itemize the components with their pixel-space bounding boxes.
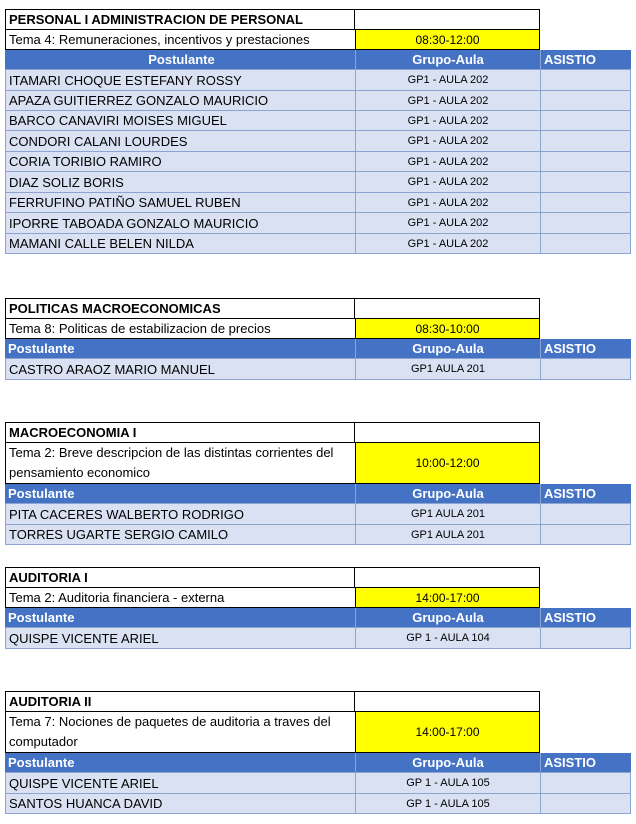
table-row (5, 152, 631, 172)
section-title-row (5, 567, 631, 588)
time-slot: 14:00-17:00 (355, 588, 540, 608)
grupo-aula: GP1 - AULA 202 (355, 70, 540, 90)
section-auditoria-1 (5, 567, 631, 649)
postulante-name: CORIA TORIBIO RAMIRO (5, 152, 355, 171)
asistio-cell[interactable] (540, 359, 631, 379)
section-title: PERSONAL I ADMINISTRACION DE PERSONAL (5, 9, 355, 30)
grupo-aula: GP1 AULA 201 (355, 504, 540, 524)
header-asistio: ASISTIO (540, 484, 631, 503)
tema-row (5, 588, 631, 608)
title-empty-cell (355, 422, 540, 443)
postulante-name: DIAZ SOLIZ BORIS (5, 172, 355, 192)
table-row (5, 359, 631, 380)
asistio-cell[interactable] (540, 504, 631, 524)
grupo-aula: GP 1 - AULA 104 (355, 628, 540, 648)
asistio-cell[interactable] (540, 131, 631, 151)
table-row (5, 525, 631, 545)
postulante-name: SANTOS HUANCA DAVID (5, 794, 355, 813)
header-asistio: ASISTIO (540, 50, 631, 69)
postulante-name: FERRUFINO PATIÑO SAMUEL RUBEN (5, 193, 355, 212)
header-asistio: ASISTIO (540, 608, 631, 627)
grupo-aula: GP 1 - AULA 105 (355, 794, 540, 813)
grupo-aula: GP1 AULA 201 (355, 525, 540, 544)
postulante-name: MAMANI CALLE BELEN NILDA (5, 234, 355, 253)
grupo-aula: GP1 - AULA 202 (355, 234, 540, 253)
time-slot: 14:00-17:00 (355, 712, 540, 753)
tema-text: Tema 7: Nociones de paquetes de auditoria a traves del computador (5, 712, 355, 753)
asistio-cell[interactable] (540, 234, 631, 253)
postulante-name: IPORRE TABOADA GONZALO MAURICIO (5, 213, 355, 233)
asistio-cell[interactable] (540, 172, 631, 192)
postulante-name: CONDORI CALANI LOURDES (5, 131, 355, 151)
tema-text: Tema 8: Politicas de estabilizacion de precios (5, 319, 355, 339)
title-empty-cell (355, 567, 540, 588)
grupo-aula: GP1 - AULA 202 (355, 213, 540, 233)
table-row (5, 213, 631, 234)
postulante-name: QUISPE VICENTE ARIEL (5, 773, 355, 793)
header-postulante: Postulante (8, 610, 75, 625)
table-row (5, 773, 631, 794)
grupo-aula: GP1 - AULA 202 (355, 111, 540, 130)
header-grupo-aula: Grupo-Aula (355, 608, 540, 627)
postulante-name: APAZA GUITIERREZ GONZALO MAURICIO (5, 91, 355, 110)
header-asistio: ASISTIO (540, 339, 631, 358)
grupo-aula: GP1 - AULA 202 (355, 193, 540, 212)
title-empty-cell (355, 298, 540, 319)
header-postulante: Postulante (8, 341, 75, 356)
header-grupo-aula: Grupo-Aula (355, 753, 540, 772)
section-title-row (5, 298, 631, 319)
postulante-name: CASTRO ARAOZ MARIO MANUEL (5, 359, 355, 379)
table-row (5, 794, 631, 814)
postulante-name: TORRES UGARTE SERGIO CAMILO (5, 525, 355, 544)
postulante-name: QUISPE VICENTE ARIEL (5, 628, 355, 648)
table-row (5, 504, 631, 525)
section-title-row (5, 9, 631, 30)
section-title: AUDITORIA II (5, 691, 355, 712)
header-grupo-aula: Grupo-Aula (355, 50, 540, 69)
tema-row (5, 319, 631, 339)
asistio-cell[interactable] (540, 70, 631, 90)
section-auditoria-2 (5, 691, 631, 814)
table-row (5, 234, 631, 254)
tema-row (5, 443, 631, 484)
table-row (5, 131, 631, 152)
grupo-aula: GP 1 - AULA 105 (355, 773, 540, 793)
asistio-cell[interactable] (540, 213, 631, 233)
asistio-cell[interactable] (540, 111, 631, 130)
asistio-cell[interactable] (540, 91, 631, 110)
grupo-aula: GP1 - AULA 202 (355, 152, 540, 171)
header-grupo-aula: Grupo-Aula (355, 484, 540, 503)
table-header (5, 753, 631, 773)
time-slot: 10:00-12:00 (355, 443, 540, 484)
table-header (5, 339, 631, 359)
section-title-row (5, 691, 631, 712)
table-row (5, 70, 631, 91)
section-politicas (5, 298, 631, 380)
section-title: AUDITORIA I (5, 567, 355, 588)
asistio-cell[interactable] (540, 152, 631, 171)
table-header (5, 608, 631, 628)
title-empty-cell (355, 9, 540, 30)
header-grupo-aula: Grupo-Aula (355, 339, 540, 358)
asistio-cell[interactable] (540, 628, 631, 648)
asistio-cell[interactable] (540, 525, 631, 544)
grupo-aula: GP1 AULA 201 (355, 359, 540, 379)
header-asistio: ASISTIO (540, 753, 631, 772)
tema-row (5, 712, 631, 753)
tema-text: Tema 2: Auditoria financiera - externa (5, 588, 355, 608)
header-postulante: Postulante (8, 486, 75, 501)
tema-text: Tema 4: Remuneraciones, incentivos y prestaciones (5, 30, 355, 50)
header-postulante: Postulante (8, 755, 75, 770)
table-header (5, 484, 631, 504)
table-row (5, 628, 631, 649)
table-row (5, 172, 631, 193)
time-slot: 08:30-12:00 (355, 30, 540, 50)
tema-row (5, 30, 631, 50)
asistio-cell[interactable] (540, 193, 631, 212)
tema-text: Tema 2: Breve descripcion de las distintas corrientes del pensamiento economico (5, 443, 355, 484)
asistio-cell[interactable] (540, 773, 631, 793)
title-empty-cell (355, 691, 540, 712)
postulante-name: BARCO CANAVIRI MOISES MIGUEL (5, 111, 355, 130)
section-title: MACROECONOMIA I (5, 422, 355, 443)
table-header (5, 50, 631, 70)
section-title: POLITICAS MACROECONOMICAS (5, 298, 355, 319)
section-personal (5, 9, 631, 254)
grupo-aula: GP1 - AULA 202 (355, 91, 540, 110)
postulante-name: PITA CACERES WALBERTO RODRIGO (5, 504, 355, 524)
asistio-cell[interactable] (540, 794, 631, 813)
table-row (5, 91, 631, 111)
time-slot: 08:30-10:00 (355, 319, 540, 339)
table-row (5, 193, 631, 213)
grupo-aula: GP1 - AULA 202 (355, 131, 540, 151)
postulante-name: ITAMARI CHOQUE ESTEFANY ROSSY (5, 70, 355, 90)
table-row (5, 111, 631, 131)
section-macroeconomia (5, 422, 631, 545)
header-postulante: Postulante (148, 52, 215, 67)
grupo-aula: GP1 - AULA 202 (355, 172, 540, 192)
section-title-row (5, 422, 631, 443)
